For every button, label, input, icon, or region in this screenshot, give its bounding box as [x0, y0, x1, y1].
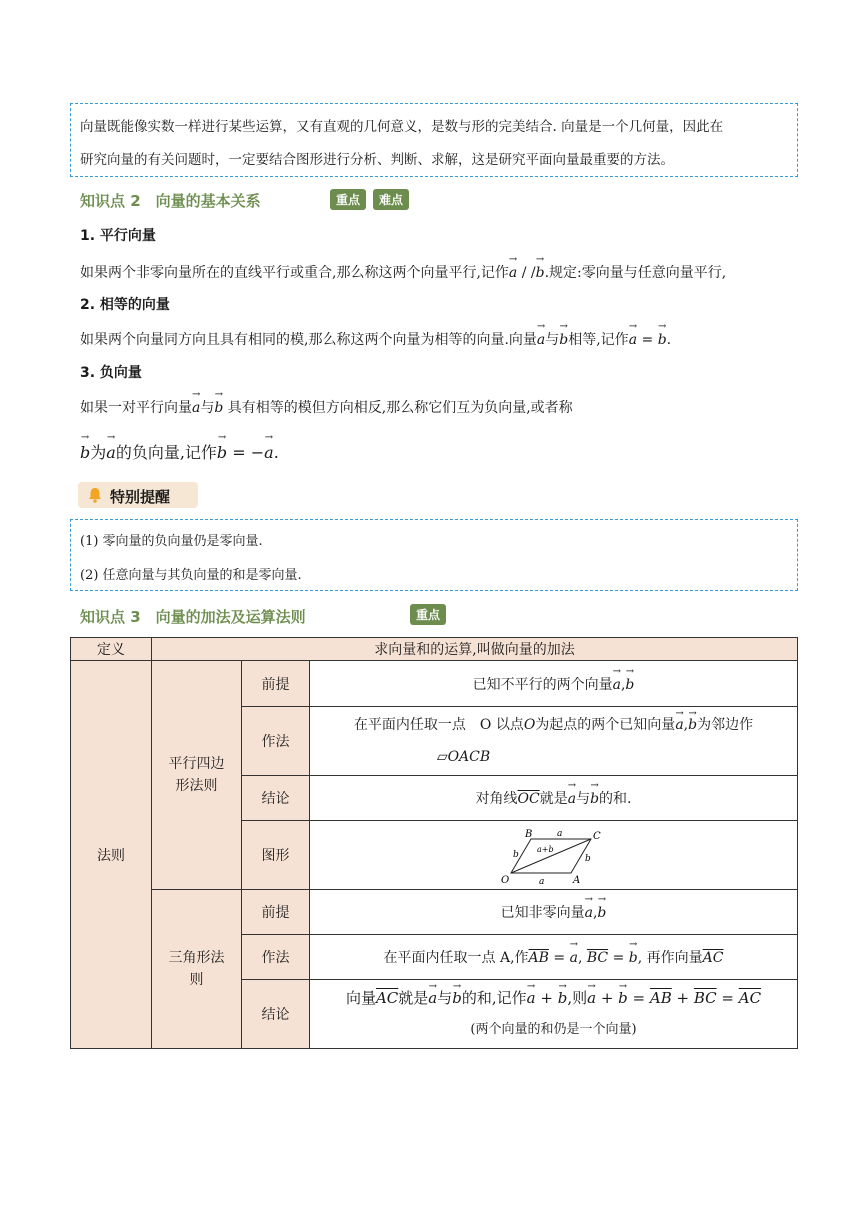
section-parallel-title: 1. 平行向量	[80, 228, 156, 244]
equal-text-b: 相等,记作	[568, 332, 629, 348]
label-b-right: b	[584, 854, 591, 864]
equal-text-a: 如果两个向量同方向且具有相同的模,那么称这两个向量为相等的向量.向量	[80, 332, 537, 348]
tri-premise: 已知非零向量→ a,→ b	[310, 890, 798, 935]
label-C: C	[592, 831, 601, 842]
label-b-left: b	[512, 850, 519, 860]
reminder-item-2: (2) 任意向量与其负向量的和是零向量.	[80, 568, 302, 583]
kp3-title: 知识点 3 向量的加法及运算法则	[80, 608, 306, 626]
section-equal-title: 2. 相等的向量	[80, 297, 170, 313]
intro-line-2: 研究向量的有关问题时，一定要结合图形进行分析、判断、求解，这是研究平面向量最重要的方法。	[80, 152, 674, 168]
tri-conclusion-label: 结论	[242, 980, 310, 1049]
para-premise-label: 前提	[242, 661, 310, 707]
badge-key: 重点	[330, 189, 366, 210]
equal-text: 如果两个向量同方向且具有相同的模,那么称这两个向量为相等的向量.向量→ a与→ b相等,记作→ a = → b.	[80, 329, 671, 349]
reminder-title: 特别提醒	[110, 488, 171, 506]
negative-text-b: 具有相等的模但方向相反,那么称它们互为负向量,或者称	[227, 400, 573, 416]
para-figure-label: 图形	[242, 821, 310, 890]
negative-line2-a: 为	[90, 443, 107, 462]
intro-line-1: 向量既能像实数一样进行某些运算，又有直观的几何意义，是数与形的完美结合. 向量是一个几何量，因此在	[80, 119, 724, 135]
rule-label: 法则	[71, 661, 152, 1049]
label-a-top: a	[556, 829, 562, 839]
badge-difficult: 难点	[373, 189, 409, 210]
section-negative-title: 3. 负向量	[80, 365, 142, 381]
label-a-plus-b: a+b	[536, 845, 554, 854]
kp2-title: 知识点 2 向量的基本关系	[80, 192, 261, 210]
para-premise: 已知不平行的两个向量→ a,→ b	[310, 661, 798, 707]
negative-text-line2: → b为→ a的负向量,记作→ b = −→ a.	[80, 440, 279, 463]
reminder-item-1: (1) 零向量的负向量仍是零向量.	[80, 534, 263, 549]
tri-rule-label: 三角形法则	[152, 890, 242, 1049]
para-conclusion-label: 结论	[242, 776, 310, 821]
para-rule-label: 平行四边形法则	[152, 661, 242, 890]
tri-premise-label: 前提	[242, 890, 310, 935]
tri-conclusion: 向量$\overline{AC}$就是→ a与→ b的和,记作→ a + → b,则→ a + → $b = \overline{AB} + \overline{BC} = \overline{AC}$ (两个向量的和仍是一个向量)	[310, 980, 798, 1049]
parallel-text: 如果两个非零向量所在的直线平行或重合,那么称这两个向量平行,记作→ a / /→ b.规定:零向量与任意向量平行,	[80, 262, 726, 282]
label-O: O	[500, 875, 509, 885]
para-method: 在平面内任取一点 O 以点O为起点的两个已知向量→ a,→ b为邻边作 ▱OACB	[310, 707, 798, 776]
def-value: 求向量和的运算,叫做向量的加法	[152, 638, 798, 661]
bell-icon	[86, 486, 104, 504]
para-method-label: 作法	[242, 707, 310, 776]
label-B: B	[524, 829, 532, 840]
parallel-text-a: 如果两个非零向量所在的直线平行或重合,那么称这两个向量平行,记作	[80, 265, 509, 281]
para-figure	[310, 821, 798, 890]
parallelogram-diagram	[499, 825, 609, 885]
label-a-bottom: a	[538, 877, 544, 885]
badge-key-3: 重点	[410, 604, 446, 625]
tri-method-label: 作法	[242, 935, 310, 980]
negative-text: 如果一对平行向量→ a与→ b 具有相等的模但方向相反,那么称它们互为负向量,或者称	[80, 397, 573, 417]
label-A: A	[572, 875, 580, 885]
tri-method: 在平面内任取一点 A,作$\overline{AB}$ = → a, $\overline{BC}$ = → b, 再作向量$\overline{AC}$	[310, 935, 798, 980]
def-label: 定义	[71, 638, 152, 661]
addition-rules-table	[70, 637, 798, 1049]
parallel-text-b: .规定:零向量与任意向量平行,	[544, 265, 727, 281]
negative-text-a: 如果一对平行向量	[80, 400, 192, 416]
para-conclusion: 对角线$\overline{OC}$就是→ a与→ b的和.	[310, 776, 798, 821]
negative-line2-b: 的负向量,记作	[115, 443, 217, 462]
